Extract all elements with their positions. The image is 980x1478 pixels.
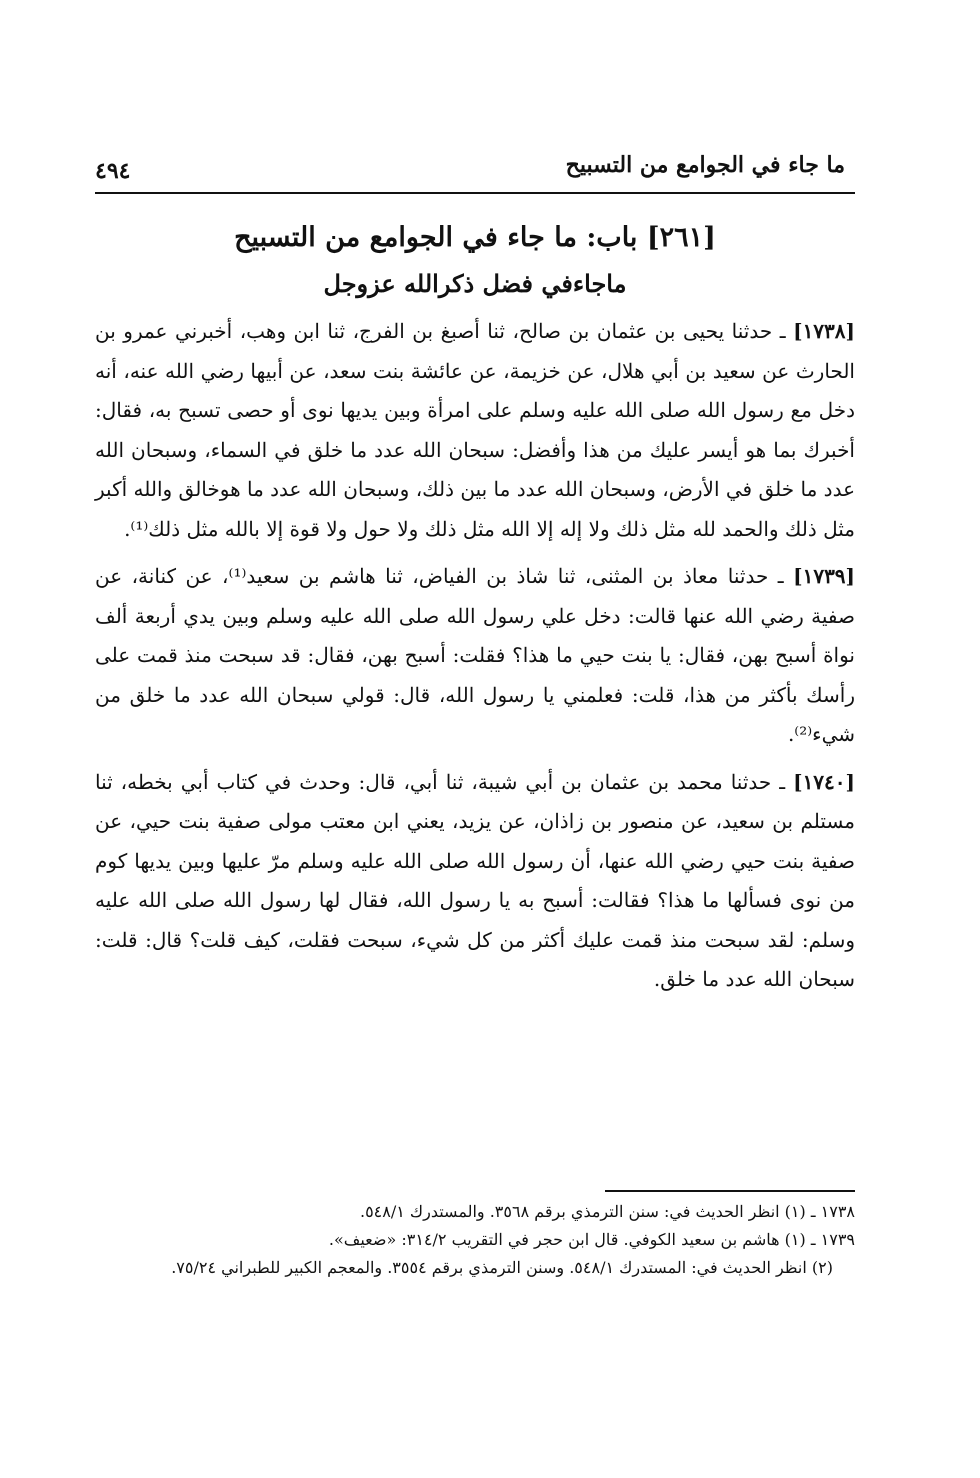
section-heading: ماجاءفي فضل ذكرالله عزوجل [323,269,627,298]
hadith-text: ـ حدثنا معاذ بن المثنى، ثنا شاذ بن الفياض، ثنا هاشم بن سعيد⁽¹⁾، عن كنانة، عن صفية رضي الله عنها قالت: دخل علي رسول الله صلى الله عليه وسلم وبين يدي أربعة ألف نواة أسبح بهن، فقال: يا بنت حيي ما هذا؟ فقلت: أسبح بهن، فقال: قد سبحت منذ قمت على رأسك بأكثر من هذا، قلت: فعلمني يا رسول الله، قال: قولي سبحان الله عدد ما خلق من شيء⁽²⁾. [95,564,855,746]
hadith-1738 [95,312,855,549]
hadith-number: [١٧٤٠] [793,769,855,794]
page-number: ٤٩٤ [95,158,131,184]
footnotes [95,1190,855,1282]
hadith-1740 [95,763,855,1000]
footnote-1739-1: ١٧٣٩ ـ (١) هاشم بن سعيد الكوفي. قال ابن حجر في التقريب ٣١٤/٢: «ضعيف». [328,1230,855,1249]
footnote-separator [605,1190,855,1192]
hadith-1739 [95,557,855,755]
hadith-text: ـ حدثنا محمد بن عثمان بن أبي شيبة، ثنا أبي، قال: وحدث في كتاب أبي بخطه، ثنا مستلم بن سعيد، عن منصور بن زاذان، عن يزيد، يعني ابن معتب مولى صفية بنت حيي، عن صفية بنت حيي رضي الله عنها، أن رسول الله صلى الله عليه وسلم مرّ عليها وبين يديها كوم من نوى فسألها ما هذا؟ فقالت: أسبح به يا رسول الله، فقال لها رسول الله صلى الله عليه وسلم: لقد سبحت منذ قمت عليك أكثر من كل شيء، سبحت فقلت، كيف قلت؟ قال: قلت: سبحان الله عدد ما خلق. [95,769,855,991]
footnote-1738-1: ١٧٣٨ ـ (١) انظر الحديث في: سنن الترمذي برقم ٣٥٦٨. والمستدرك ٥٤٨/١. [359,1202,855,1221]
page-body [95,140,855,1008]
footnote-1739-2: (٢) انظر الحديث في: المستدرك ٥٤٨/١. وسنن الترمذي برقم ٣٥٥٤. والمعجم الكبير للطبراني ٧٥/٢٤. [171,1258,833,1277]
hadith-text: ـ حدثنا يحيى بن عثمان بن صالح، ثنا أصبغ بن الفرج، ثنا ابن وهب، أخبرني عمرو بن الحارث عن سعيد بن أبي هلال، عن خزيمة، عن عائشة بنت سعد، عن أبيها رضي الله عنه، أنه دخل مع رسول الله صلى الله عليه وسلم على امرأة وبين يديها نوى أو حصى تسبح به، فقال: أخبرك بما هو أيسر عليك من هذا وأفضل: سبحان الله عدد ما خلق في السماء، وسبحان الله عدد ما خلق في الأرض، وسبحان الله عدد ما بين ذلك، وسبحان الله عدد ما هوخالق والله أكبر مثل ذلك والحمد لله مثل ذلك ولا إله إلا الله مثل ذلك ولا حول ولا قوة إلا بالله مثل ذلك⁽¹⁾. [95,319,855,541]
chapter-heading: [٢٦١] باب: ما جاء في الجوامع من التسبيح [234,222,716,253]
hadith-number: [١٧٣٨] [793,319,855,343]
running-title: ما جاء في الجوامع من التسبيح [565,152,845,178]
hadith-number: [١٧٣٩] [793,564,856,588]
running-header [95,140,855,194]
